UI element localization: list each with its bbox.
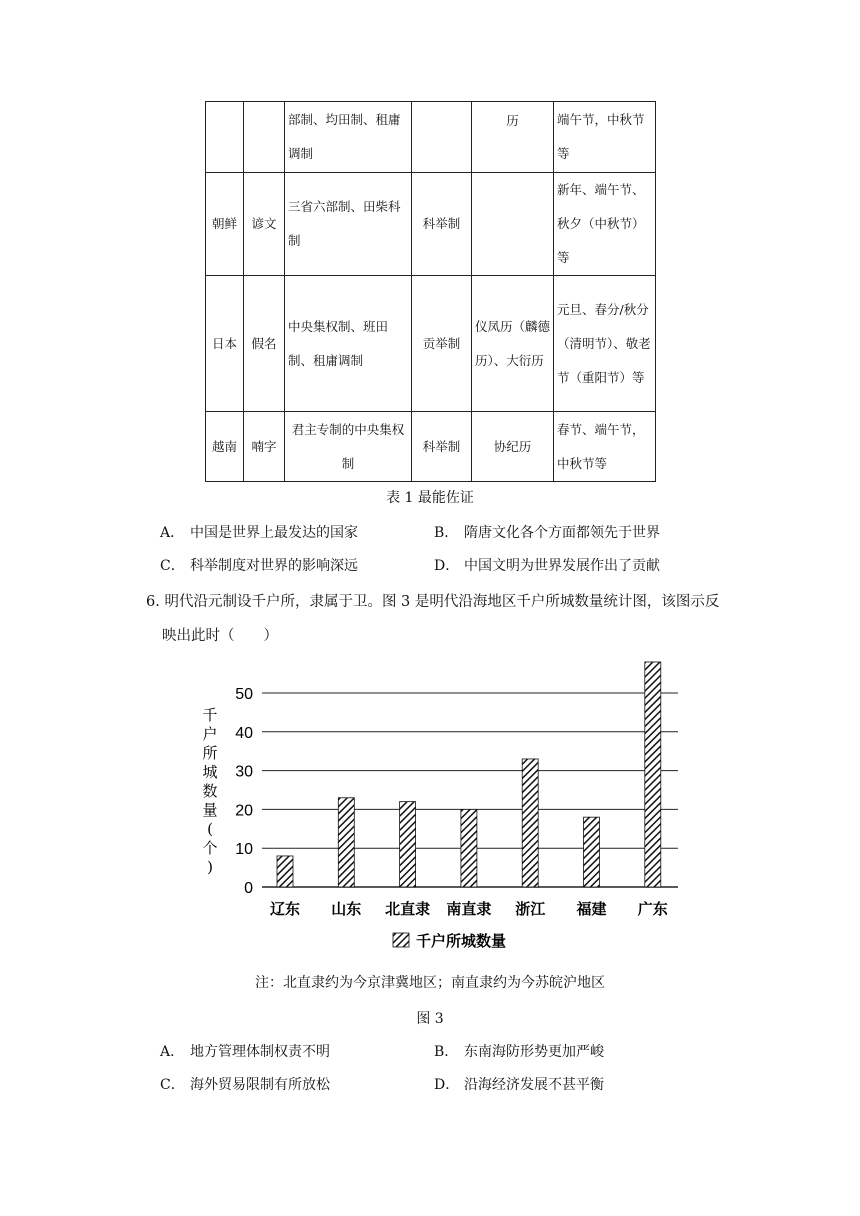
calendar-cell [472,173,554,276]
legend-label: 千户所城数量 [416,932,507,950]
table-row [206,412,656,482]
system-cell: 中央集权制、班田制、租庸调制 [285,276,412,412]
exam-cell [412,102,472,173]
calendar-cell: 历 [472,102,554,173]
q6-option-d[interactable]: D． 沿海经济发展不甚平衡 [434,1077,604,1093]
chart-note: 注：北直隶约为今京津冀地区；南直隶约为今苏皖沪地区 [255,975,605,991]
system-cell: 君主专制的中央集权制 [285,412,412,482]
table-row [206,102,656,173]
bars [277,662,661,887]
bar [461,809,477,887]
exam-cell: 科举制 [412,412,472,482]
system-cell: 三省六部制、田柴科制 [285,173,412,276]
x-tick-label: 南直隶 [446,900,492,918]
festival-cell: 端午节，中秋节等 [554,102,656,173]
table-caption: 表 1 最能佐证 [386,490,474,506]
x-tick-label: 福建 [576,900,607,918]
calendar-cell: 仪凤历（麟德历）、大衍历 [472,276,554,412]
script-cell: 假名 [244,276,285,412]
q5-option-b[interactable]: B． 隋唐文化各个方面都领先于世界 [434,525,660,541]
table-row [206,173,656,276]
q6-option-a[interactable]: A． 地方管理体制权责不明 [160,1044,330,1060]
bar [338,798,354,887]
culture-influence-table [205,101,656,482]
exam-cell: 贡举制 [412,276,472,412]
x-tick-label: 广东 [637,900,668,918]
legend [393,932,506,950]
y-tick-labels [235,686,253,897]
festival-cell: 新年、端午节、秋夕（中秋节）等 [554,173,656,276]
q5-option-d[interactable]: D． 中国文明为世界发展作出了贡献 [434,558,660,574]
festival-cell: 元旦、春分/秋分（清明节）、敬老节（重阳节）等 [554,276,656,412]
legend-swatch [393,933,409,947]
fort-count-bar-chart [190,650,690,960]
script-cell: 喃字 [244,412,285,482]
country-cell: 日本 [206,276,244,412]
system-cell: 部制、均田制、租庸调制 [285,102,412,173]
country-cell: 越南 [206,412,244,482]
figure-label: 图 3 [416,1011,444,1027]
q5-option-c[interactable]: C． 科举制度对世界的影响深远 [160,558,358,574]
q6-option-c[interactable]: C． 海外贸易限制有所放松 [160,1077,330,1093]
x-tick-label: 山东 [331,900,362,918]
y-axis-label: 千户所城数量(个) [202,706,218,876]
x-tick-labels [270,900,668,918]
country-cell: 朝鲜 [206,173,244,276]
y-tick-label: 10 [235,841,253,859]
x-tick-label: 浙江 [515,900,546,918]
q5-option-a[interactable]: A． 中国是世界上最发达的国家 [160,525,358,541]
bar [400,802,416,887]
y-tick-label: 40 [235,724,253,742]
x-tick-label: 北直隶 [385,900,431,918]
table-row [206,276,656,412]
y-tick-label: 50 [235,686,253,703]
x-tick-label: 辽东 [269,900,301,918]
y-tick-label: 30 [235,763,253,781]
script-cell [244,102,285,173]
calendar-cell: 协纪历 [472,412,554,482]
script-cell: 谚文 [244,173,285,276]
q6-stem-line2: 映出此时（ ） [162,628,278,644]
bar [584,817,600,887]
bar [277,856,293,887]
y-tick-label: 20 [235,802,253,820]
exam-cell: 科举制 [412,173,472,276]
country-cell [206,102,244,173]
q6-stem-line1: 6. 明代沿元制设千户所，隶属于卫。图 3 是明代沿海地区千户所城数量统计图，该图示反 [146,594,720,610]
bar [522,759,538,887]
festival-cell: 春节、端午节，中秋节等 [554,412,656,482]
y-tick-label: 0 [244,880,253,897]
q6-option-b[interactable]: B． 东南海防形势更加严峻 [434,1044,604,1060]
bar [645,662,661,887]
